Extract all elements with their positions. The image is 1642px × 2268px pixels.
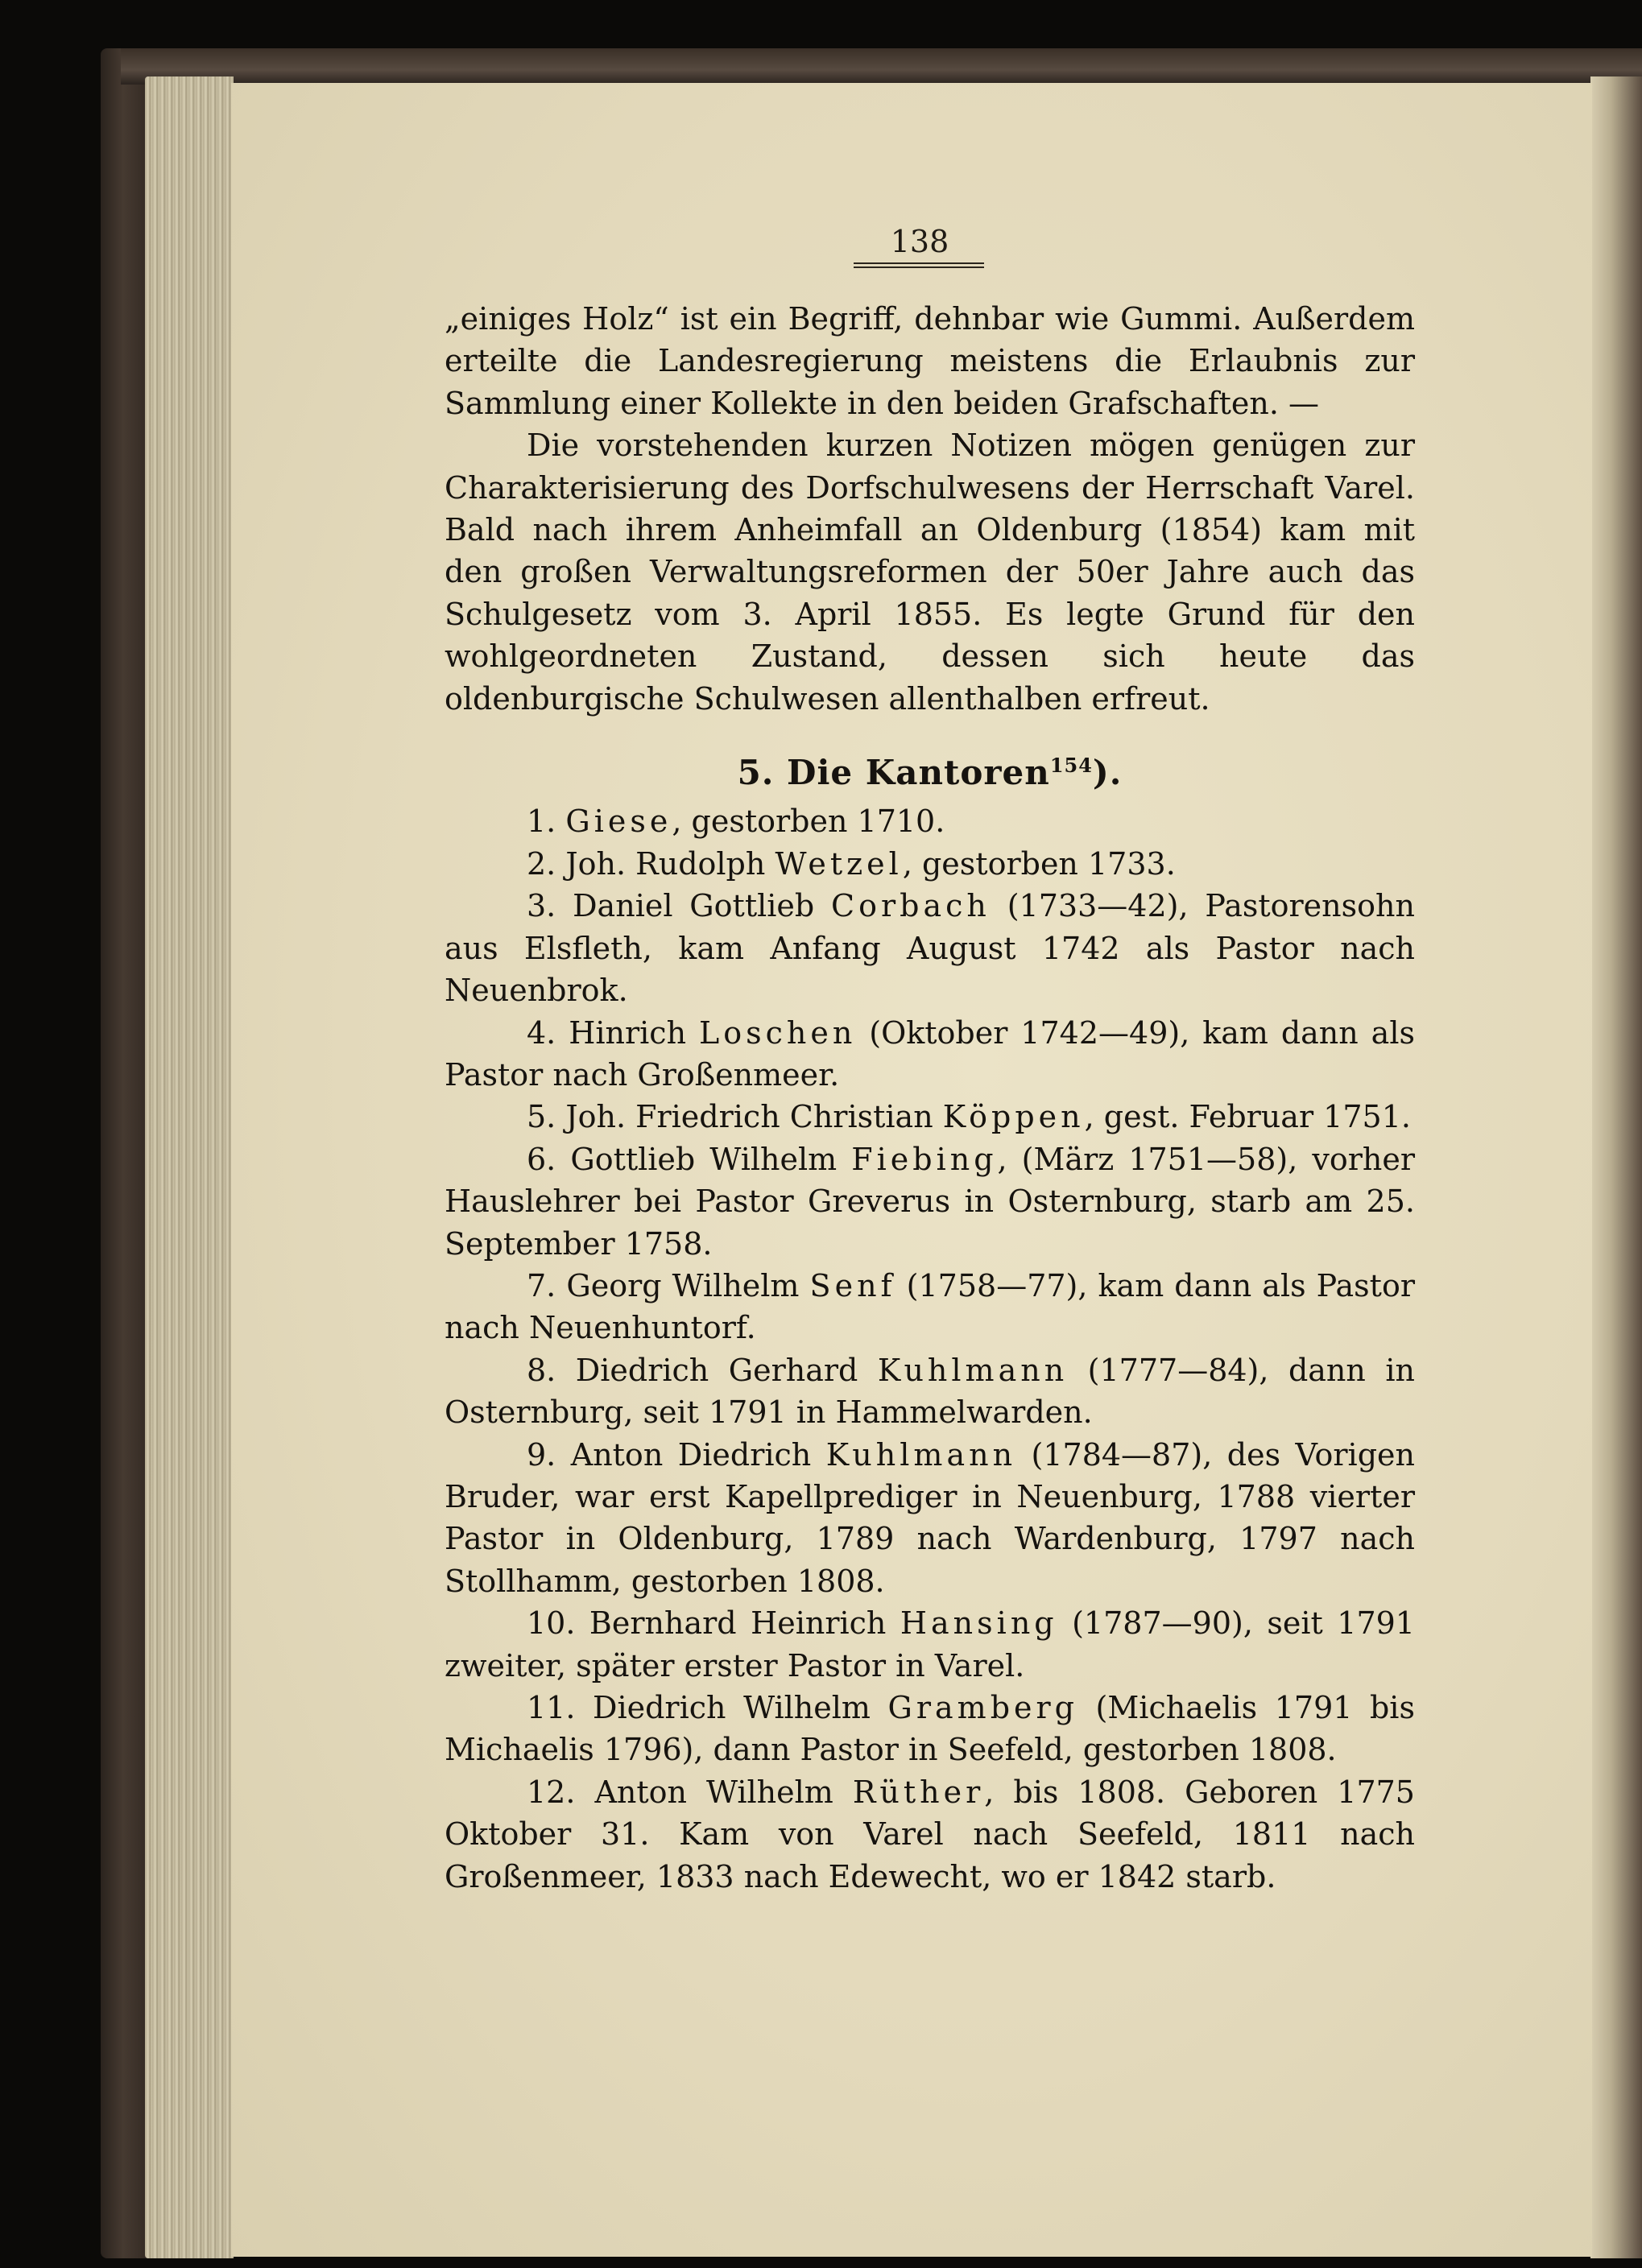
list-item — [445, 843, 1415, 885]
section-heading — [445, 752, 1415, 794]
entry-details: (1758—77), kam dann als Pastor nach Neuenhuntorf. — [445, 1267, 1415, 1346]
entry-number: 3. — [527, 888, 556, 924]
entry-details: , (März 1751—58), vorher Hauslehrer bei Pastor Greverus in Osternburg, starb am 25. September 1758. — [445, 1141, 1415, 1262]
list-item — [445, 1012, 1415, 1097]
entry-details: (1777—84), dann in Osternburg, seit 1791 in Hammelwarden. — [445, 1352, 1415, 1431]
list-item — [445, 1138, 1415, 1265]
list-item — [445, 800, 1415, 842]
entry-surname: Köppen — [942, 1099, 1085, 1135]
list-item — [445, 885, 1415, 1011]
page-number: 138 — [890, 224, 949, 259]
entry-surname: Kuhlmann — [877, 1352, 1069, 1388]
facing-page-edge — [1590, 76, 1642, 2258]
list-item — [445, 1771, 1415, 1898]
entry-surname: Kuhlmann — [825, 1436, 1017, 1473]
entry-number: 4. — [527, 1014, 556, 1051]
entry-given-names: Diedrich Gerhard — [575, 1352, 858, 1388]
entry-details: (1787—90), seit 1791 zweiter, später erster Pastor in Varel. — [445, 1605, 1415, 1683]
entry-given-names: Daniel Gottlieb — [573, 888, 815, 924]
entry-given-names: Gottlieb Wilhelm — [570, 1141, 838, 1177]
entry-given-names: Hinrich — [569, 1014, 687, 1051]
list-item — [445, 1434, 1415, 1603]
list-item — [445, 1687, 1415, 1771]
entry-surname: Corbach — [831, 888, 991, 924]
intro-paragraph-2: Die vorstehenden kurzen Notizen mögen genügen zur Charakterisierung des Dorfschulwesens der Herrschaft Varel. Bald nach ihrem Anheimfall an Oldenburg (1854) kam mit den großen Verwaltungsreformen der 50er Jahre auch das Schulgesetz vom 3. April 1855. Es legte Grund für den wohlgeordneten Zustand, dessen sich heute das oldenburgische Schulwesen allenthalben erfreut. — [445, 428, 1415, 717]
entry-number: 11. — [527, 1690, 576, 1725]
entry-given-names: Anton Wilhelm — [594, 1774, 833, 1810]
entry-details: , gestorben 1710. — [672, 804, 945, 840]
page-edges — [145, 76, 234, 2258]
entry-details: (Oktober 1742—49), kam dann als Pastor nach Großenmeer. — [445, 1014, 1415, 1093]
entry-surname: Giese — [565, 804, 672, 840]
entry-surname: Rüther — [852, 1774, 985, 1810]
entry-given-names: Joh. Rudolph — [565, 845, 766, 882]
entry-number: 9. — [527, 1436, 556, 1473]
entry-surname: Loschen — [698, 1014, 857, 1051]
entry-number: 8. — [527, 1352, 556, 1388]
list-item — [445, 1349, 1415, 1434]
entry-number: 5. — [527, 1099, 556, 1135]
entry-details: , gestorben 1733. — [902, 845, 1176, 882]
entry-given-names: Diedrich Wilhelm — [593, 1690, 871, 1725]
entry-number: 12. — [527, 1774, 576, 1810]
entry-details: , gest. Februar 1751. — [1084, 1099, 1411, 1135]
footnote-ref: 154 — [1049, 754, 1093, 778]
body-text — [445, 298, 1415, 1898]
entry-surname: Hansing — [900, 1605, 1058, 1642]
entry-number: 1. — [527, 804, 556, 840]
entry-given-names: Joh. Friedrich Christian — [565, 1099, 933, 1135]
entry-given-names: Georg Wilhelm — [566, 1267, 800, 1303]
page-number-rule — [854, 262, 984, 268]
entry-details: (1733—42), Pastorensohn aus Elsfleth, kam Anfang August 1742 als Pastor nach Neuenbrok. — [445, 888, 1415, 1009]
entry-list — [445, 800, 1415, 1898]
intro-paragraph-1: „einiges Holz“ ist ein Begriff, dehnbar wie Gummi. Außerdem erteilte die Landesregierung meistens die Erlaubnis zur Sammlung einer Kollekte in den beiden Grafschaften. — — [445, 301, 1415, 421]
list-item — [445, 1096, 1415, 1138]
entry-surname: Wetzel — [775, 845, 903, 882]
list-item — [445, 1265, 1415, 1349]
entry-given-names: Bernhard Heinrich — [589, 1605, 887, 1642]
entry-number: 2. — [527, 845, 556, 882]
entry-details: (Michaelis 1791 bis Michaelis 1796), dann Pastor in Seefeld, gestorben 1808. — [445, 1690, 1415, 1768]
entry-surname: Senf — [809, 1267, 896, 1303]
section-heading-suffix: ). — [1092, 753, 1123, 793]
entry-surname: Fiebing — [851, 1141, 998, 1177]
section-heading-text: 5. Die Kantoren — [737, 753, 1050, 793]
entry-given-names: Anton Diedrich — [570, 1436, 812, 1473]
list-item — [445, 1602, 1415, 1687]
book-top-edge — [121, 48, 1642, 85]
entry-number: 7. — [527, 1267, 556, 1303]
entry-details: , bis 1808. Geboren 1775 Oktober 31. Kam von Varel nach Seefeld, 1811 nach Großenmeer, 1833 nach Edewecht, wo er 1842 starb. — [445, 1774, 1415, 1894]
entry-number: 6. — [527, 1141, 556, 1177]
entry-number: 10. — [527, 1605, 576, 1642]
entry-details: (1784—87), des Vorigen Bruder, war erst Kapellprediger in Neuenburg, 1788 vierter Pastor in Oldenburg, 1789 nach Wardenburg, 1797 nach Stollhamm, gestorben 1808. — [445, 1436, 1415, 1599]
entry-surname: Gramberg — [887, 1690, 1078, 1725]
